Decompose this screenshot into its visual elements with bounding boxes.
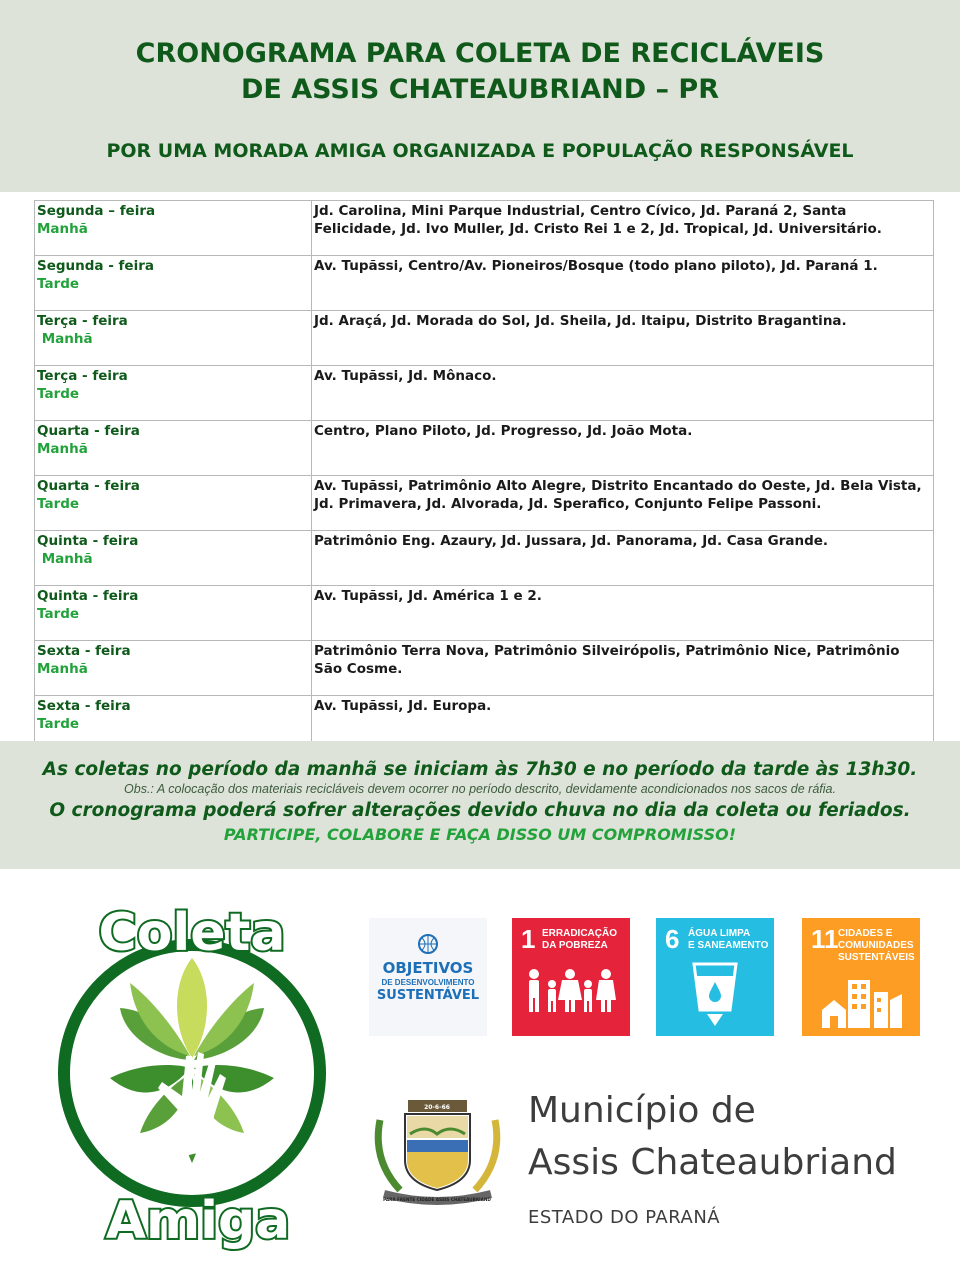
day-label: Quarta - feira [37,478,140,494]
municipality-line-3: ESTADO DO PARANÁ [528,1207,721,1228]
coleta-amiga-logo [50,888,340,1258]
changes-note: O cronograma poderá sofrer alterações devido chuva no dia da coleta ou feriados. [49,800,911,821]
ods-goal-label-line-3: SUSTENTÁVEIS [838,952,915,963]
schedule-table [34,200,934,751]
logo-top-text: Coleta [98,903,286,963]
title-line-2: DE ASSIS CHATEAUBRIAND – PR [241,74,719,105]
period-label: Manhã [37,221,88,237]
collection-hours-note: As coletas no período da manhã se iniciam às 7h30 e no período da tarde às 13h30. [42,759,918,780]
call-to-action: PARTICIPE, COLABORE E FAÇA DISSO UM COMPROMISSO! [223,825,737,844]
observation-note: Obs.: A colocação dos materiais recicláveis devem ocorrer no período descrito, devidamente acondicionados nos sacos de ráfia. [124,782,836,796]
ods-goal-number: 11 [811,924,839,954]
day-label: Segunda – feira [37,203,156,219]
districts-cell: Patrimônio Terra Nova, Patrimônio Silveirópolis, Patrimônio Nice, Patrimônio São Cosme. [312,641,934,696]
ods-goal-number: 1 [521,924,536,954]
crest-icon [378,1100,497,1201]
title-line-1: CRONOGRAMA PARA COLETA DE RECICLÁVEIS [135,38,825,69]
family-icon [524,966,618,1014]
ods-goal-label-line-2: DA POBREZA [542,940,608,951]
ods-goal-label-line-2: E SANEAMENTO [688,940,769,951]
day-label: Quinta - feira [37,533,139,549]
day-cell [35,201,312,256]
page-subtitle: POR UMA MORADA AMIGA ORGANIZADA E POPULAÇÃO RESPONSÁVEL [106,140,854,162]
un-emblem-icon [413,932,443,958]
day-cell [35,256,312,311]
table-row [35,586,934,641]
day-cell [35,476,312,531]
districts-cell: Av. Tupãssi, Patrimônio Alto Alegre, Distrito Encantado do Oeste, Jd. Bela Vista, Jd. Primavera, Jd. Alvorada, Jd. Sperafico, Conjunto Felipe Passoni. [312,476,934,531]
day-label: Sexta - feira [37,643,131,659]
ods-goal-6-tile [656,918,774,1036]
period-label: Tarde [37,716,80,732]
day-label: Sexta - feira [37,698,131,714]
table-row [35,531,934,586]
city-icon [820,970,904,1028]
day-label: Terça - feira [37,313,128,329]
crest-date: 20-6-66 [424,1104,450,1111]
day-label: Segunda - feira [37,258,154,274]
day-cell [35,311,312,366]
schedule-table-body [35,201,934,751]
table-row [35,641,934,696]
notes-banner [0,741,960,869]
districts-cell: Av. Tupãssi, Centro/Av. Pioneiros/Bosque (todo plano piloto), Jd. Paraná 1. [312,256,934,311]
period-label: Tarde [37,496,80,512]
municipal-crest [370,1090,505,1210]
period-label: Tarde [37,276,80,292]
districts-cell: Av. Tupãssi, Jd. Europa. [312,696,934,751]
ods-main-tile [369,918,487,1036]
table-row [35,311,934,366]
page-title [0,36,960,108]
crest-motto: PARA FRENTE CIDADE ASSIS CHATEAUBRIAND [383,1197,491,1202]
day-label: Quinta - feira [37,588,139,604]
municipality-line-2: Assis Chateaubriand [528,1142,897,1183]
districts-cell: Av. Tupãssi, Jd. Mônaco. [312,366,934,421]
table-row [35,201,934,256]
ods-main-line-3: SUSTENTÁVEL [376,988,480,1003]
ods-main-line-1: OBJETIVOS [382,959,474,977]
districts-cell: Jd. Carolina, Mini Parque Industrial, Centro Cívico, Jd. Paraná 2, Santa Felicidade, Jd. Ivo Muller, Jd. Cristo Rei 1 e 2, Jd. Tropical, Jd. Universitário. [312,201,934,256]
ods-goal-label-line-1: CIDADES E [838,928,893,939]
day-cell [35,421,312,476]
ods-goal-1-tile [512,918,630,1036]
table-row [35,256,934,311]
districts-cell: Jd. Araçá, Jd. Morada do Sol, Jd. Sheila, Jd. Itaipu, Distrito Bragantina. [312,311,934,366]
ods-goal-label-line-1: ÁGUA LIMPA [688,928,751,939]
day-cell [35,586,312,641]
day-label: Quarta - feira [37,423,140,439]
water-glass-icon [690,962,740,1028]
districts-cell: Centro, Plano Piloto, Jd. Progresso, Jd. João Mota. [312,421,934,476]
period-label: Tarde [37,606,80,622]
day-label: Terça - feira [37,368,128,384]
ods-goal-number: 6 [665,924,680,954]
period-label: Manhã [37,661,88,677]
table-row [35,366,934,421]
table-row [35,421,934,476]
districts-cell: Patrimônio Eng. Azaury, Jd. Jussara, Jd. Panorama, Jd. Casa Grande. [312,531,934,586]
ods-goal-label-line-2: COMUNIDADES [838,940,914,951]
header-banner [0,0,960,192]
ods-main-line-2: DE DESENVOLVIMENTO [381,978,475,987]
municipality-line-1: Município de [528,1090,756,1131]
day-cell [35,366,312,421]
period-label: Manhã [37,551,93,567]
period-label: Tarde [37,386,80,402]
districts-cell: Av. Tupãssi, Jd. América 1 e 2. [312,586,934,641]
day-cell [35,531,312,586]
ods-goal-11-tile [802,918,920,1036]
ods-goal-label-line-1: ERRADICAÇÃO [542,928,617,939]
period-label: Manhã [37,331,93,347]
table-row [35,476,934,531]
period-label: Manhã [37,441,88,457]
logo-bottom-text: Amiga [105,1191,291,1251]
day-cell [35,641,312,696]
